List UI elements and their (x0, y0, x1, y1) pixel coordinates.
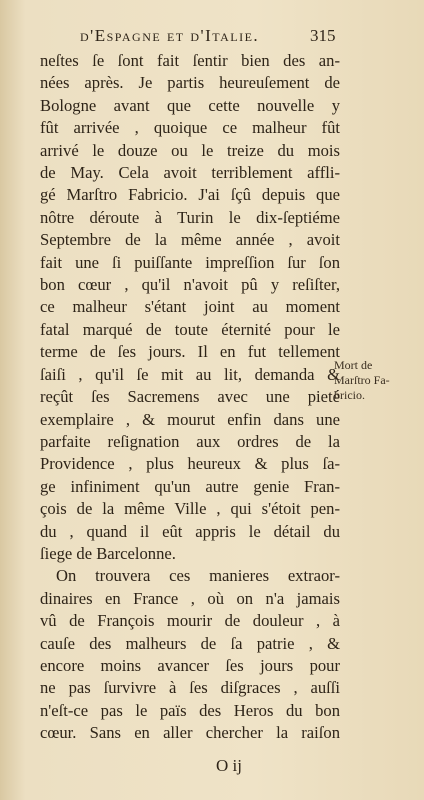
text-line: çois de la même Ville , qui s'étoit pen- (40, 499, 340, 519)
text-line: fait une ſi puiſſante impreſſion ſur ſon (40, 252, 340, 272)
margin-note-line: Mort de (334, 358, 373, 372)
text-line: fatal marqué de toute éternité pour le (40, 319, 340, 339)
page-number: 315 (310, 26, 336, 45)
text-line: gé Marſtro Fabricio. J'ai ſçû depuis que (40, 185, 340, 205)
margin-note (334, 358, 420, 403)
text-line: de May. Cela avoit terriblement affli- (40, 163, 340, 183)
text-line: ge infiniment qu'un autre genie Fran- (40, 476, 340, 496)
text-line: Septembre de la même année , avoit (40, 230, 340, 250)
page-header (40, 22, 340, 48)
text-line: parfaite reſignation aux ordres de la (40, 431, 340, 451)
margin-note-line: bricio. (334, 388, 365, 402)
signature-mark: O ij (216, 756, 242, 775)
text-line: terme de ſes jours. Il en fut tellement (40, 342, 340, 362)
body-text (40, 50, 340, 745)
text-line: encore moins avancer ſes jours pour (40, 655, 340, 675)
text-line: ne pas ſurvivre à ſes diſgraces , auſſi (40, 678, 340, 698)
text-line: Bologne avant que cette nouvelle y (40, 95, 340, 115)
text-line: exemplaire , & mourut enfin dans une (40, 409, 340, 429)
text-line: nôtre déroute à Turin le dix-ſeptiéme (40, 207, 340, 227)
text-line: dinaires en France , où on n'a jamais (40, 588, 340, 608)
text-line: reçût ſes Sacremens avec une pieté (40, 387, 340, 407)
margin-note-line: Marſtro Fa- (334, 373, 390, 387)
text-line: ſaiſi , qu'il ſe mit au lit, demanda & (40, 364, 340, 384)
text-line: cœur. Sans en aller chercher la raiſon (40, 723, 340, 743)
text-line: vû de François mourir de douleur , à (40, 611, 340, 631)
text-line: ce malheur s'étant joint au moment (40, 297, 340, 317)
text-line: cauſe des malheurs de ſa patrie , & (40, 633, 340, 653)
text-line: fût arrivée , quoique ce malheur fût (40, 118, 340, 138)
text-line: arrivé le douze ou le treize du mois (40, 140, 340, 160)
text-line: bon cœur , qu'il n'avoit pû y reſiſter, (40, 275, 340, 295)
text-line: n'eſt-ce pas le païs des Heros du bon (40, 700, 340, 720)
text-line: On trouvera ces manieres extraor- (56, 566, 340, 586)
text-line: Providence , plus heureux & plus ſa- (40, 454, 340, 474)
text-line: neſtes ſe ſont fait ſentir bien des an- (40, 51, 340, 70)
running-head: d'Espagne et d'Italie. (80, 26, 260, 45)
text-line: du , quand il eût appris le détail du (40, 521, 340, 541)
text-line: nées après. Je partis heureuſement de (40, 73, 340, 93)
text-line: ſiege de Barcelonne. (40, 543, 176, 563)
